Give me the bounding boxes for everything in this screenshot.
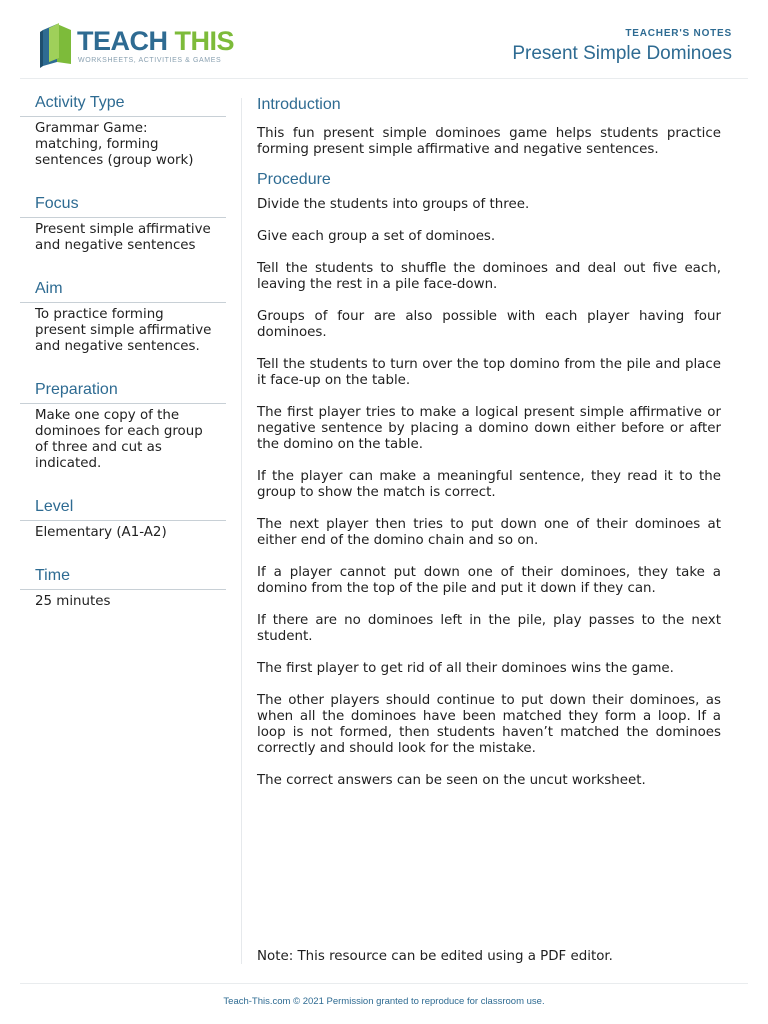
procedure-step: If a player cannot put down one of their dominoes, they take a domino from the top of the pile and put it down if they can. [257,565,721,596]
time-heading: Time [20,567,226,590]
activity-type-text: Grammar Game: matching, forming sentences (group work) [35,121,194,168]
procedure-step: The correct answers can be seen on the uncut worksheet. [257,773,646,788]
aim-heading: Aim [20,280,226,303]
preparation-text: Make one copy of the dominoes for each group of three and cut as indicated. [35,408,203,471]
procedure-step: If there are no dominoes left in the pile, play passes to the next student. [257,613,721,644]
footer-copyright: Teach-This.com © 2021 Permission granted to reproduce for classroom use. [223,996,545,1007]
logo-text-main: TEACH [77,26,168,56]
procedure-heading: Procedure [257,171,331,188]
focus-section [20,195,226,254]
column-divider [241,98,242,964]
procedure-step: The first player to get rid of all their dominoes wins the game. [257,661,674,676]
procedure-step: The next player then tries to put down one of their dominoes at either end of the domino chain and so on. [257,517,721,548]
level-text: Elementary (A1-A2) [35,525,167,540]
pdf-editor-note: Note: This resource can be edited using a PDF editor. [257,949,613,964]
aim-section [20,280,226,355]
level-section [20,498,226,541]
teachers-notes-label: TEACHER'S NOTES [625,28,732,39]
focus-text: Present simple affirmative and negative sentences [35,222,211,253]
logo-tagline: WORKSHEETS, ACTIVITIES & GAMES [78,57,222,64]
introduction-heading: Introduction [257,96,341,113]
level-heading: Level [20,498,226,521]
procedure-list [257,197,721,789]
preparation-heading: Preparation [20,381,226,404]
footer-divider [20,983,748,984]
procedure-step: Tell the students to shuffle the dominoes and deal out five each, leaving the rest in a pile face-down. [257,261,721,292]
page-title: Present Simple Dominoes [512,43,732,64]
introduction-text: This fun present simple dominoes game helps students practice forming present simple affirmative and negative sentences. [257,126,721,157]
sidebar [20,94,226,636]
procedure-step: Groups of four are also possible with each player having four dominoes. [257,309,721,340]
procedure-step: The other players should continue to put down their dominoes, as when all the dominoes have been matched they form a loop. If a loop is not formed, then students haven’t matched the dominoes correctly and should look for the mistake. [257,693,721,756]
logo-wordmark [77,26,234,57]
procedure-step: Tell the students to turn over the top domino from the pile and place it face-up on the table. [257,357,721,388]
procedure-step: The first player tries to make a logical present simple affirmative or negative sentence by placing a domino down either before or after the domino on the table. [257,405,721,452]
procedure-step: Divide the students into groups of three. [257,197,530,212]
preparation-section [20,381,226,472]
time-text: 25 minutes [35,594,111,609]
main-content [257,94,721,805]
book-logo-icon [37,22,77,68]
aim-text: To practice forming present simple affirmative and negative sentences. [35,307,212,354]
activity-type-heading: Activity Type [20,94,226,117]
page-header [20,0,748,79]
procedure-step: If the player can make a meaningful sentence, they read it to the group to show the match is correct. [257,469,721,500]
teach-this-logo[interactable] [37,22,237,72]
time-section [20,567,226,610]
logo-text-accent: THIS [174,26,235,56]
procedure-step: Give each group a set of dominoes. [257,229,496,244]
activity-type-section [20,94,226,169]
focus-heading: Focus [20,195,226,218]
